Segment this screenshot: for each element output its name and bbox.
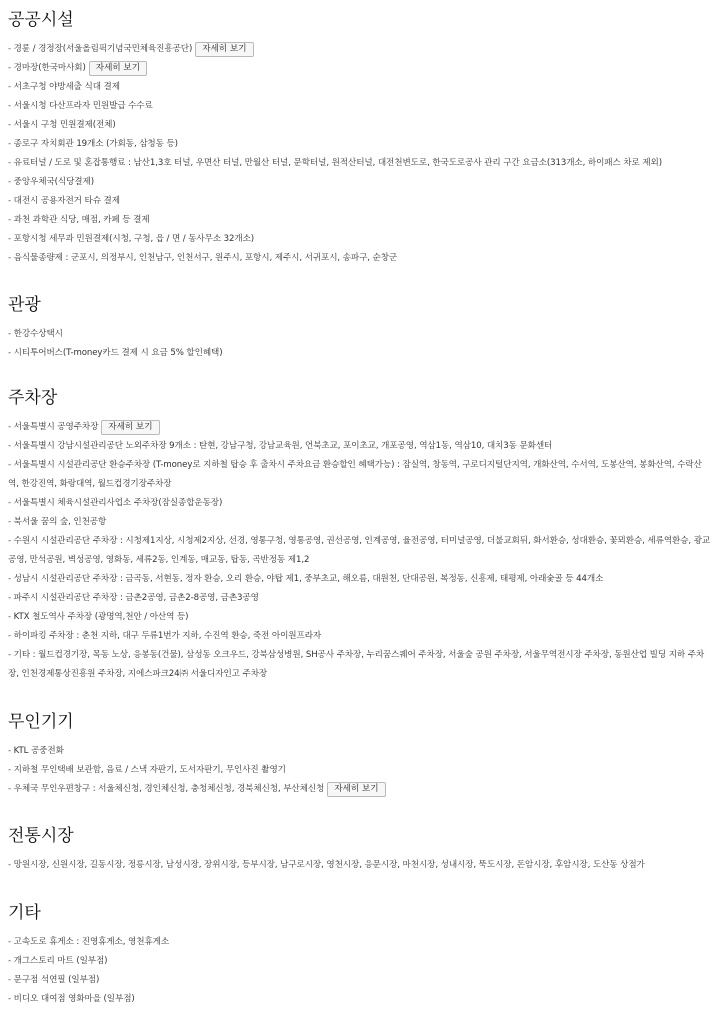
list-item: - 서울시청 다산프라자 민원발급 수수료 [8,101,153,111]
list-item: - 파주시 시설관리공단 주차장 : 금촌2공영, 금촌2-8공영, 금촌3공영 [8,593,259,603]
list-item: - 지하철 무인택배 보관함, 음료 / 스낵 자판기, 도서자판기, 무인사진 촬영기 [8,765,286,775]
detail-button-post-kiosk[interactable]: 자세히 보기 [327,782,385,797]
list-item: - 우체국 무인우편창구 : 서울체신청, 경인체신청, 충청체신청, 경북체신청, 부산체신청 자세히 보기 [8,780,712,799]
section-title: 전통시장 [8,826,74,846]
list-item: - 개그스토리 마트 (일부점) [8,956,108,966]
list-item: - 서울특별시 시설관리공단 환승주차장 (T-money로 지하철 탑승 후 출차시 주차요금 환승할인 혜택가능) : 잠실역, 창동역, 구로디지털단지역, 개화산역, 수서역, 도봉산역, 봉화산역, 수락산역, 한강진역, 화랑대역, 월드컵경기장주차장 [8,460,702,489]
list-item: - 성남시 시설관리공단 주차장 : 금곡동, 서현동, 정자 환승, 오리 환승, 야탑 제1, 중부초교, 해오름, 대원천, 단대공원, 복정동, 신흥제, 태평제, 아래숯골 등 44개소 [8,574,604,584]
detail-button-velodrome[interactable]: 자세히 보기 [195,42,253,57]
list-item: - 한강수상택시 [8,329,63,339]
list-item: - KTX 철도역사 주차장 (광명역,천안 / 아산역 등) [8,612,189,622]
item-list [8,40,712,268]
list-item: - 서울특별시 체육시설관리사업소 주차장(잠실종합운동장) [8,498,223,508]
list-item: - 대전시 공용자전거 타슈 결제 [8,196,120,206]
list-item: - 종로구 자치회관 19개소 (가회동, 삼청동 등) [8,139,178,149]
list-item: - 수원시 시설관리공단 주차장 : 시청제1지상, 시청제2지상, 선경, 영통구청, 영통공영, 권선공영, 인계공영, 율전공영, 터미널공영, 더불교회뒤, 화서환승, 성대환승, 꽃뫼환승, 세류역환승, 광교공영, 만석공원, 벽성공영, 영화동, 세류2동, 인계동, 매교동, 탑동, 곡반정동 제1,2 [8,536,711,565]
item-list [8,856,712,875]
section-traditional-markets [8,824,712,875]
list-item: - 경마장(한국마사회) 자세히 보기 [8,59,712,78]
item-list [8,325,712,363]
list-item: - 고속도로 휴게소 : 진영휴게소, 영천휴게소 [8,937,170,947]
section-title: 무인기기 [8,712,74,732]
item-list [8,933,712,1009]
list-item: - 서울시 구청 민원결제(전체) [8,120,116,130]
section-parking [8,386,712,684]
list-item: - 서울특별시 공영주차장 자세히 보기 [8,418,712,437]
list-item: - 북서울 꿈의 숲, 인천공항 [8,517,107,527]
item-list [8,742,712,799]
section-public-facilities [8,8,712,268]
list-item: - 기타 : 월드컵경기장, 목동 노상, 응봉동(건물), 삼성동 오크우드, 강북삼성병원, SH공사 주차장, 누리꿈스퀘어 주차장, 서울숲 공원 주차장, 서울무역전시장 주차장, 동원산업 빌딩 지하 주차장, 인천경제통상진흥원 주차장, 지에스파크24㈜ 서울디자인고 주차장 [8,650,705,679]
list-item: - 중앙우체국(식당결제) [8,177,94,187]
list-item: - 문구점 석연필 (일부점) [8,975,100,985]
detail-button-public-parking[interactable]: 자세히 보기 [101,420,159,435]
list-item: - 시티투어버스(T-money카드 결제 시 요금 5% 할인혜택) [8,348,223,358]
item-list [8,418,712,684]
list-item: - 비디오 대여점 영화마을 (일부점) [8,994,135,1004]
list-item: - 망원시장, 신원시장, 길동시장, 정릉시장, 남성시장, 장위시장, 등부시장, 남구로시장, 영천시장, 응문시장, 마천시장, 성내시장, 뚝도시장, 돈암시장, 후암시장, 도산동 상점가 [8,860,645,870]
section-title: 관광 [8,295,41,315]
list-item: - 경륜 / 경정장(서울올림픽기념국민체육진흥공단) 자세히 보기 [8,40,712,59]
list-item: - 서울특별시 강남시설관리공단 노외주차장 9개소 : 탄현, 강남구청, 강남교육원, 언북초교, 포이초교, 개포공영, 역삼1동, 역삼10, 대치3동 문화센터 [8,441,553,451]
list-item: - 서초구청 야방세출 식대 결제 [8,82,120,92]
list-item: - 과천 과학관 식당, 매점, 카페 등 결제 [8,215,150,225]
list-item: - KTL 공중전화 [8,746,64,756]
section-kiosks [8,710,712,799]
list-item: - 유료터널 / 도로 및 혼잡통행료 : 남산1,3호 터널, 우면산 터널, 만월산 터널, 문학터널, 원적산터널, 대전천변도로, 한국도로공사 관리 구간 요금소(313개소, 하이패스 차로 제외) [8,158,662,168]
section-other [8,901,712,1009]
section-title: 기타 [8,903,41,923]
list-item: - 하이파킹 주차장 : 춘천 지하, 대구 두류1번가 지하, 수진역 환승, 죽전 아이원프라자 [8,631,322,641]
section-title: 주차장 [8,388,58,408]
list-item: - 음식물종량제 : 군포시, 의정부시, 인천남구, 인천서구, 원주시, 포항시, 제주시, 서귀포시, 송파구, 순창군 [8,253,398,263]
list-item: - 포항시청 세무과 민원결제(시청, 구청, 읍 / 면 / 동사무소 32개소) [8,234,255,244]
detail-button-racecourse[interactable]: 자세히 보기 [89,61,147,76]
section-title: 공공시설 [8,10,74,30]
section-tourism [8,293,712,363]
